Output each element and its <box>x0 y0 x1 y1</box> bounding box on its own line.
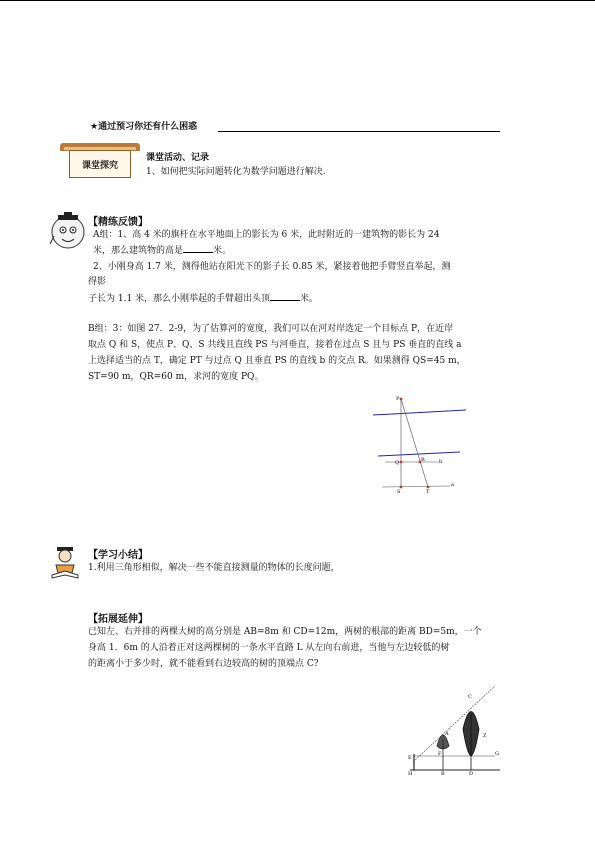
answer-blank-2[interactable] <box>270 291 300 301</box>
river-figure <box>370 392 470 502</box>
label-t: T <box>426 489 430 495</box>
question-2-line-3-text: 子长为 1.1 米，那么小刚举起的手臂超出头顶 <box>88 294 271 304</box>
extension-line-1: 已知左、右并排的两棵大树的高分别是 AB=8m 和 CD=12m，两树的根部的距离 BD=5m，一个 <box>88 627 482 637</box>
point-p <box>400 398 403 401</box>
group-a-line-2-text: 米，那么建筑物的高是 <box>93 246 184 256</box>
label-f: F <box>438 751 442 757</box>
point-q <box>400 461 403 464</box>
river-far-bank <box>373 410 466 415</box>
trees-figure <box>405 684 505 776</box>
top-rule <box>0 0 595 1</box>
label-q: Q <box>395 460 400 466</box>
label-p: P <box>396 396 400 402</box>
extension-line-2: 身高 1．6m 的人沿着正对这两棵树的一条水平直路 L 从左向右前进，当他与左边较低的树 <box>88 643 450 653</box>
label-c: C <box>468 694 472 700</box>
group-a-line-2-unit: 米。 <box>213 246 232 256</box>
line-a <box>382 486 450 487</box>
right-tree <box>463 712 479 771</box>
label-e: E <box>408 755 412 761</box>
question-2-line-3 <box>88 291 318 307</box>
answer-blank-1[interactable] <box>183 243 213 253</box>
point-t <box>427 486 430 489</box>
group-b-line-4: ST=90 m，QR=60 m，求河的宽度 PQ。 <box>88 372 264 382</box>
group-b-line-2: 取点 Q 和 S，使点 P、Q、S 共线且直线 PS 与河垂直，接着在过点 S 且与 PS 垂直的直线 a <box>88 340 462 350</box>
explore-badge-label: 课堂探究 <box>81 160 118 171</box>
question-2-line-1: 2、小刚身高 1.7 米，测得他站在阳光下的影子长 0.85 米，紧接着他把手臂竖直举起，测 <box>93 262 451 272</box>
summary-line-1: 1.利用三角形相似，解决一些不能直接测量的物体的长度问题， <box>88 563 340 573</box>
question-2-line-2: 得影 <box>88 277 107 287</box>
label-s: S <box>397 489 401 495</box>
extension-line-3: 的距离小于多少时，就不能看到右边较高的树的顶端点 C? <box>88 659 319 669</box>
label-b: b <box>439 459 443 465</box>
label-h: H <box>408 771 413 776</box>
point-s <box>400 486 403 489</box>
label-z: Z <box>483 733 487 739</box>
label-d: D <box>469 771 474 776</box>
label-a: a <box>451 482 454 488</box>
group-b-line-3: 上选择适当的点 T，确定 PT 与过点 Q 且垂直 PS 的直线 b 的交点 R。如果测得 QS=45 m， <box>88 356 466 366</box>
answer-underline <box>218 131 500 132</box>
label-g: G <box>495 751 499 757</box>
question-2-line-3-unit: 米。 <box>300 294 319 304</box>
reader-cartoon-icon <box>48 545 82 579</box>
label-a2: A <box>445 731 449 737</box>
river-near-bank <box>378 452 460 456</box>
group-b-line-1: B组：3：如图 27．2-9，为了估算河的宽度，我们可以在河对岸选定一个目标点 P，在近岸 <box>88 324 454 334</box>
explore-item-1: 1、如何把实际问题转化为数学问题进行解决. <box>146 167 326 177</box>
label-r: R <box>421 457 425 463</box>
question-label: ★通过预习你还有什么困惑 <box>90 122 198 132</box>
group-a-line-2 <box>93 243 231 259</box>
feedback-heading: 【精练反馈】 <box>88 217 148 228</box>
group-a-line-1: A组：1、高 4 米的旗杆在水平地面上的影长为 6 米，此时附近的一建筑物的影长为 24 <box>93 230 440 240</box>
explore-title: 课堂活动、记录 <box>146 153 210 163</box>
teacher-cartoon-icon <box>48 210 88 250</box>
extension-heading: 【拓展延伸】 <box>88 614 148 625</box>
sightline <box>413 686 495 762</box>
summary-heading: 【学习小结】 <box>88 550 148 561</box>
explore-badge <box>69 150 131 178</box>
label-b2: B <box>441 771 445 776</box>
